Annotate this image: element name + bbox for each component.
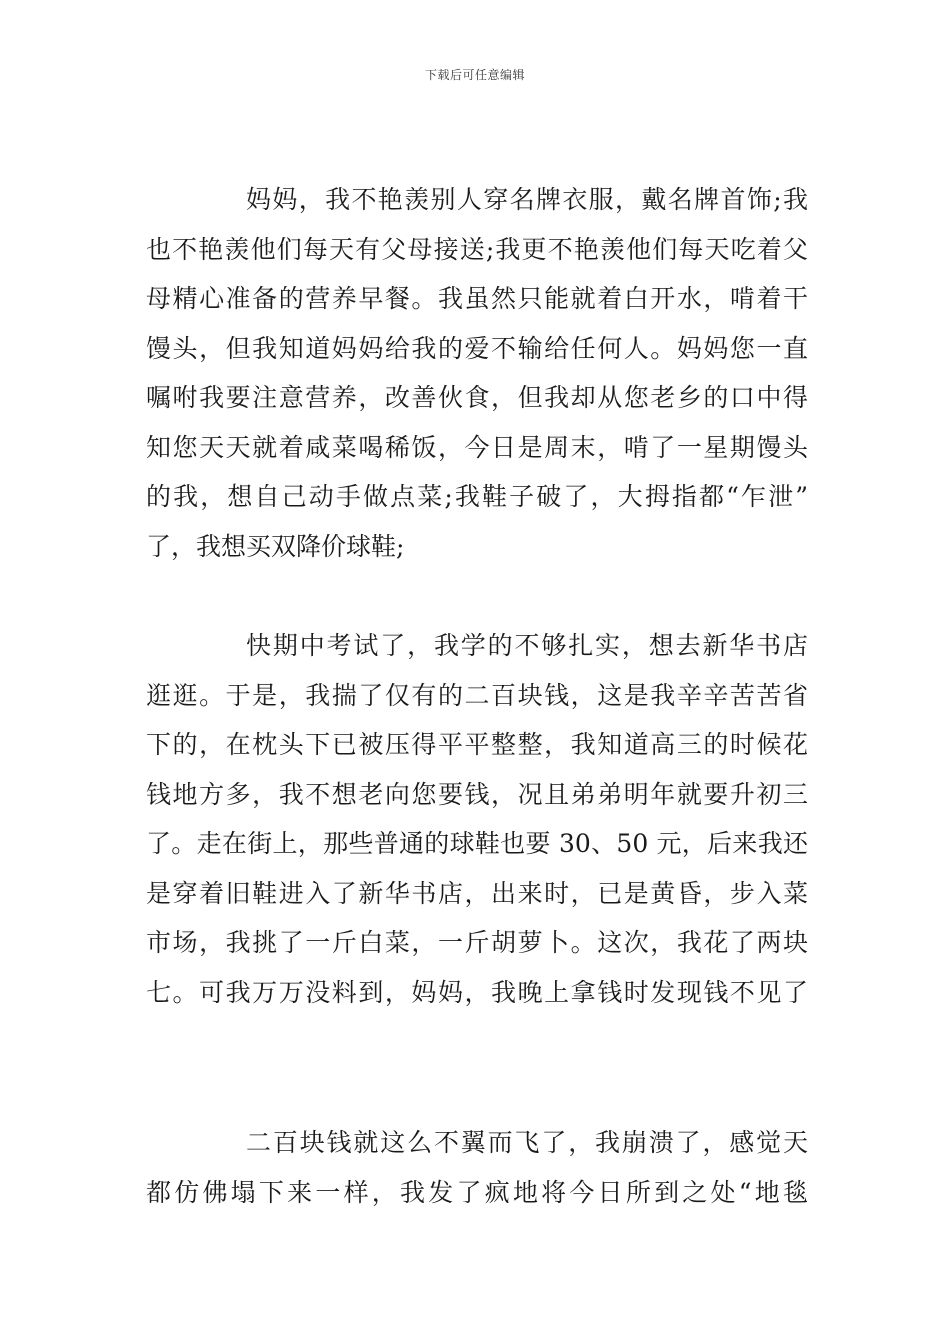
paragraph-line: 二百块钱就这么不翼而飞了，我崩溃了，感觉天 [246,1128,808,1157]
paragraph-line: 都仿佛塌下来一样，我发了疯地将今日所到之处“地毯 [146,1177,808,1207]
paragraph-line: 了，我想买双降价球鞋; [146,531,405,561]
paragraph-line: 也不艳羡他们每天有父母接送;我更不艳羡他们每天吃着父 [146,234,808,264]
paragraph-line: 下的，在枕头下已被压得平平整整，我知道高三的时候花 [146,730,808,759]
paragraph-line: 知您天天就着咸菜喝稀饭，今日是周末，啃了一星期馒头 [146,432,808,462]
paragraph-line: 逛逛。于是，我揣了仅有的二百块钱，这是我辛辛苦苦省 [146,680,808,710]
paragraph-line: 快期中考试了，我学的不够扎实，想去新华书店 [246,631,808,660]
paragraph-line: 是穿着旧鞋进入了新华书店，出来时，已是黄昏，步入菜 [146,878,808,908]
paragraph-2 [146,621,808,1017]
header-note: 下载后可任意编辑 [424,68,525,82]
paragraph-line: 市场，我挑了一斤白菜，一斤胡萝卜。这次，我花了两块 [146,928,808,957]
paragraph-line: 钱地方多，我不想老向您要钱，况且弟弟明年就要升初三 [146,779,808,809]
paragraph-line: 的我，想自己动手做点菜;我鞋子破了，大拇指都“乍泄” [146,482,808,511]
paragraph-line: 馒头，但我知道妈妈给我的爱不输给任何人。妈妈您一直 [146,333,808,363]
paragraph-line: 嘱咐我要注意营养，改善伙食，但我却从您老乡的口中得 [146,383,808,412]
paragraph-1 [146,175,808,571]
paragraph-3 [146,1118,808,1217]
paragraph-line: 母精心准备的营养早餐。我虽然只能就着白开水，啃着干 [146,284,808,313]
paragraph-line: 了。走在街上，那些普通的球鞋也要 30、50 元，后来我还 [146,829,808,858]
paragraph-line: 妈妈，我不艳羡别人穿名牌衣服，戴名牌首饰;我 [246,185,808,214]
paragraph-line: 七。可我万万没料到，妈妈，我晚上拿钱时发现钱不见了 [146,977,808,1007]
